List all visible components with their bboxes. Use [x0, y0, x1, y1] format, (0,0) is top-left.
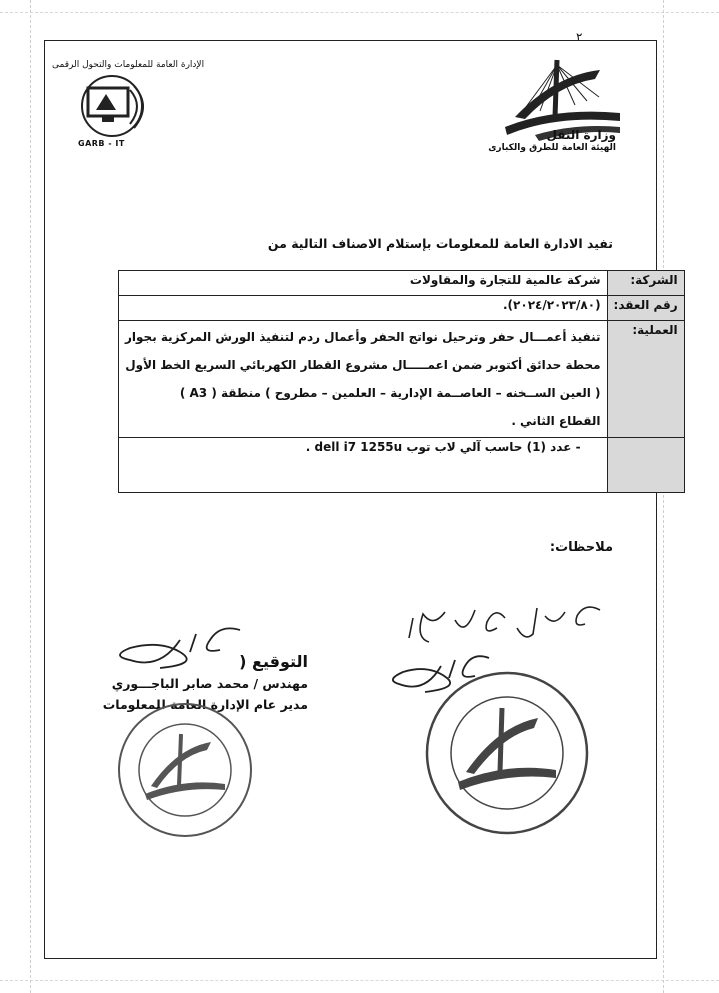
operation-line: محطة حدائق أكتوبر ضمن اعمـــــال مشروع القطار الكهربائي السريع الخط الأول [125, 358, 601, 372]
operation-line: ( العين الســخنه – العاصــمة الإدارية – العلمين – مطروح ) منطقة ( A3 ) [179, 386, 601, 400]
contract-row [119, 296, 685, 321]
intro-sentence: تفيد الادارة العامة للمعلومات بإستلام الاصناف التالية من [267, 236, 613, 251]
ministry-header [488, 128, 616, 153]
company-value: شركة عالمية للتجارة والمقاولات [119, 271, 608, 296]
item-row [119, 438, 685, 493]
garb-it-label: GARB - IT [78, 139, 125, 148]
contract-value: (٢٠٢٤/٢٠٢٣/٨٠). [119, 296, 608, 321]
authority-name: الهيئة العامة للطرق والكبارى [488, 143, 616, 153]
scan-guide-bottom [0, 980, 719, 981]
official-stamp [422, 668, 592, 838]
company-label: الشركة: [607, 271, 684, 296]
it-department-logo [68, 72, 156, 142]
operation-line: القطاع الثاني . [511, 414, 601, 428]
item-label-cell [607, 438, 684, 493]
item-value [119, 438, 608, 493]
item-line: - عدد (1) حاسب آلي لاب توب dell i7 1255u . [305, 440, 581, 454]
scan-guide-top [0, 12, 719, 13]
scan-guide-left [30, 0, 31, 993]
ministry-name: وزارة النقل [546, 128, 616, 142]
operation-line: تنفيذ أعمـــال حفر وترحيل نواتج الحفر وأعمال ردم لتنفيذ الورش المركزية بجوار [125, 330, 601, 344]
handwritten-note [405, 598, 605, 658]
scan-guide-right [663, 0, 664, 993]
official-stamp [115, 700, 255, 840]
it-department-name: الإدارة العامة للمعلومات والتحول الرقمى [52, 60, 205, 70]
signature-title: التوقيع ( [239, 652, 308, 671]
operation-value [119, 321, 608, 438]
signatory-role: مدير عام الإدارة العامة للمعلومات [102, 697, 308, 712]
signatory-name: مهندس / محمد صابر الباجـــوري [111, 676, 308, 691]
operation-row [119, 321, 685, 438]
page-number: ٢ [576, 30, 583, 44]
operation-label: العملية: [607, 321, 684, 438]
company-row [119, 271, 685, 296]
contract-label: رقم العقد: [607, 296, 684, 321]
receipt-details-table [118, 270, 685, 493]
notes-label: ملاحظات: [549, 540, 613, 555]
